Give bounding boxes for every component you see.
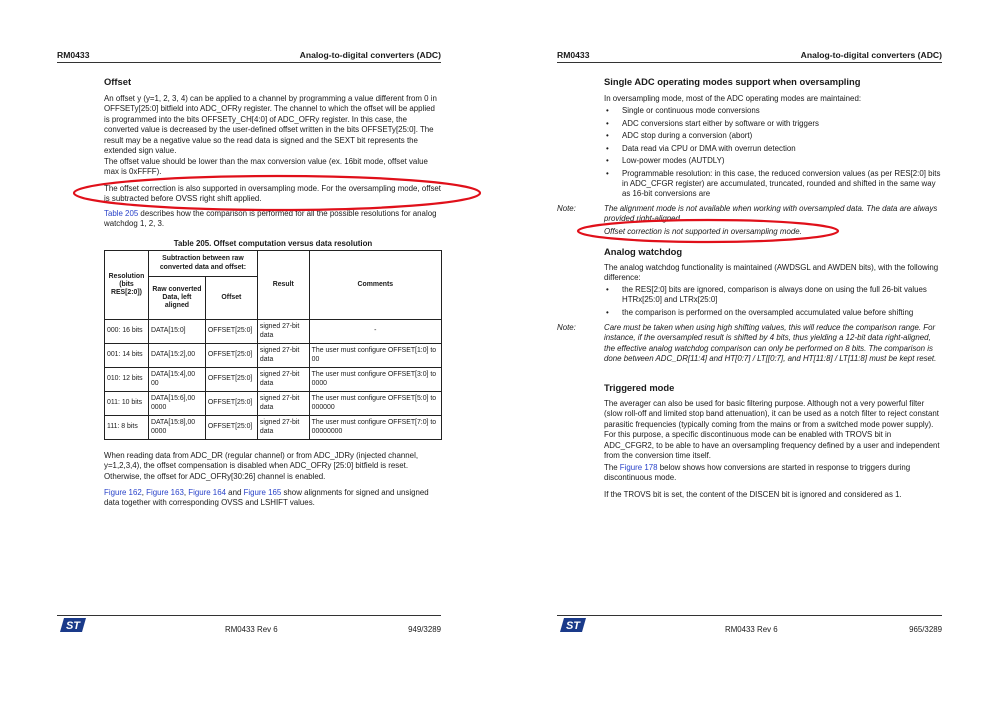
section-title-oversampling-modes: Single ADC operating modes support when oversampling	[604, 76, 861, 87]
document-page-left	[0, 0, 499, 707]
col-header-resolution: Resolution (bits RES[2:0])	[105, 251, 149, 320]
figure-178-link[interactable]: Figure 178	[619, 463, 658, 472]
note-label: Note:	[557, 204, 576, 213]
oversampling-mode-list	[604, 106, 942, 202]
list-item: • the comparison is performed on the oversampled accumulated value before shifting	[604, 308, 942, 318]
header-doc-id: RM0433	[557, 50, 590, 60]
list-item: • the RES[2:0] bits are ignored, comparison is always done on using the full 26-bit values HTRx[25:0] and LTRx[25:0]	[604, 285, 942, 306]
figure-165-link[interactable]: Figure 165	[243, 488, 282, 497]
figure-163-link[interactable]: Figure 163	[146, 488, 184, 497]
figure-164-link[interactable]: Figure 164	[188, 488, 226, 497]
footer-doc-revision: RM0433 Rev 6	[725, 625, 778, 634]
offset-paragraph-2: The offset value should be lower than the max conversion value (ex. 16bit mode, offset value max is 0xFFFF).	[104, 157, 428, 177]
svg-text:ST: ST	[65, 620, 81, 632]
offset-paragraph-6: Figure 162, Figure 163, Figure 164 and Figure 165 show alignments for signed and unsigned data together with corresponding OVSS and LSHIFT values.	[104, 488, 429, 508]
offset-paragraph-3: The offset correction is also supported in oversampling mode. For the oversampling mode, offset is subtracted before OVSS right shift applied.	[104, 184, 441, 204]
footer-doc-revision: RM0433 Rev 6	[225, 625, 278, 634]
note-label: Note:	[557, 323, 576, 332]
header-rule	[557, 62, 942, 63]
triggered-paragraph-3: If the TROVS bit is set, the content of the DISCEN bit is ignored and considered as 1.	[604, 490, 902, 499]
watchdog-difference-list	[604, 285, 942, 320]
list-item: • Single or continuous mode conversions	[604, 106, 942, 116]
header-doc-id: RM0433	[57, 50, 90, 60]
footer-rule	[57, 615, 441, 616]
header-rule	[57, 62, 441, 63]
list-item: • Data read via CPU or DMA with overrun detection	[604, 144, 942, 154]
table-caption: Table 205. Offset computation versus data resolution	[173, 239, 373, 248]
col-header-subtraction: Subtraction between raw converted data and offset:	[148, 251, 257, 277]
st-logo-icon	[560, 618, 586, 632]
table-row: 010: 12 bits DATA[15:4],00 00 OFFSET[25:0] signed 27-bit data The user must configure OFFSET[3:0] to 0000	[105, 368, 442, 392]
header-chapter-title: Analog-to-digital converters (ADC)	[299, 50, 441, 60]
footer-rule	[557, 615, 942, 616]
offset-paragraph-4: Table 205 describes how the comparison is performed for all the possible resolutions for analog watchdog 1, 2, 3.	[104, 209, 437, 229]
offset-paragraph-1: An offset y (y=1, 2, 3, 4) can be applied to a channel by programming a value different from 0 in OFFSETy[25:0] bitfield into ADC_OFRy register. The channel to which the offset will be applied is programmed into the bits OFFSETy_CH[4:0] of ADC_OFRy register. In this case, the converted value is decreased by the user-defined offset written in the bits OFFSETy[25:0]. The result may be a negative value so the read data is signed and the SEXT bit represents the extended sign value.	[104, 94, 437, 156]
header-chapter-title: Analog-to-digital converters (ADC)	[800, 50, 942, 60]
note-offset-correction: Offset correction is not supported in oversampling mode.	[604, 227, 802, 236]
table-row: 111: 8 bits DATA[15:8],00 0000 OFFSET[25:0] signed 27-bit data The user must configure OFFSET[7:0] to 00000000	[105, 416, 442, 440]
note-shifting: Care must be taken when using high shifting values, this will reduce the comparison range. For instance, if the oversampled result is shifted by 4 bits, thus yielding a 12-bit data right-aligned, the effective analog watchdog comparison can only be performed on 8 bits. The comparison is done between ADC_DR[11:4] and HT[0:7] / LT[[0:7], and HT[11:8] / LT[11:8] must be kept reset.	[604, 323, 937, 364]
offset-table	[104, 250, 442, 440]
col-header-comments: Comments	[309, 251, 441, 320]
footer-page-number: 965/3289	[909, 625, 942, 634]
oversampling-intro: In oversampling mode, most of the ADC operating modes are maintained:	[604, 94, 862, 103]
table-205-link[interactable]: Table 205	[104, 209, 139, 218]
table-row: 011: 10 bits DATA[15:6],00 0000 OFFSET[25:0] signed 27-bit data The user must configure OFFSET[5:0] to 000000	[105, 392, 442, 416]
col-header-offset: Offset	[205, 277, 257, 320]
list-item: • ADC conversions start either by software or with triggers	[604, 119, 942, 129]
table-row: 000: 16 bits DATA[15:0] OFFSET[25:0] signed 27-bit data -	[105, 320, 442, 344]
section-title-analog-watchdog: Analog watchdog	[604, 246, 683, 257]
footer-page-number: 949/3289	[408, 625, 441, 634]
triggered-paragraph-2: The Figure 178 below shows how conversions are started in response to triggers during discontinuous mode.	[604, 463, 911, 483]
note-alignment: The alignment mode is not available when working with oversampled data. The data are always provided right-aligned.	[604, 204, 938, 224]
table-row: 001: 14 bits DATA[15:2],00 OFFSET[25:0] signed 27-bit data The user must configure OFFSET[1:0] to 00	[105, 344, 442, 368]
document-page-right	[500, 0, 999, 707]
section-title-triggered-mode: Triggered mode	[604, 382, 675, 393]
col-header-raw: Raw converted Data, left aligned	[148, 277, 205, 320]
section-title-offset: Offset	[104, 76, 132, 87]
col-header-result: Result	[257, 251, 309, 320]
figure-162-link[interactable]: Figure 162	[104, 488, 142, 497]
offset-paragraph-5: When reading data from ADC_DR (regular channel) or from ADC_JDRy (injected channel, y=1,2,3,4), the offset compensation is disabled when ADC_OFRy [25:0] bitfield is reset. Otherwise, the offset for ADC_OFRy[30:26] channel is enabled.	[104, 451, 419, 481]
svg-text:ST: ST	[565, 620, 581, 632]
st-logo-icon	[60, 618, 86, 632]
watchdog-intro: The analog watchdog functionality is maintained (AWDSGL and AWDEN bits), with the following difference:	[604, 263, 939, 283]
triggered-paragraph-1: The averager can also be used for basic filtering purpose. Although not a very powerful filter (slow roll-off and limited stop band attenuation), it can be used as a notch filter to reject constant parasitic frequencies (typically coming from the mains or from a switched mode power supply). For this purpose, a specific discontinuous mode can be enabled with TROVS bit in ADC_CFGR2, to be able to have an oversampling frequency defined by a user and independent from the conversion time itself.	[604, 399, 940, 461]
list-item: • Programmable resolution: in this case, the reduced conversion values (as per RES[2:0] bits in ADC_CFGR register) are accumulated, truncated, rounded and shifted in the same way as 16-bit conversions are	[604, 169, 942, 200]
list-item: • ADC stop during a conversion (abort)	[604, 131, 942, 141]
list-item: • Low-power modes (AUTDLY)	[604, 156, 942, 166]
